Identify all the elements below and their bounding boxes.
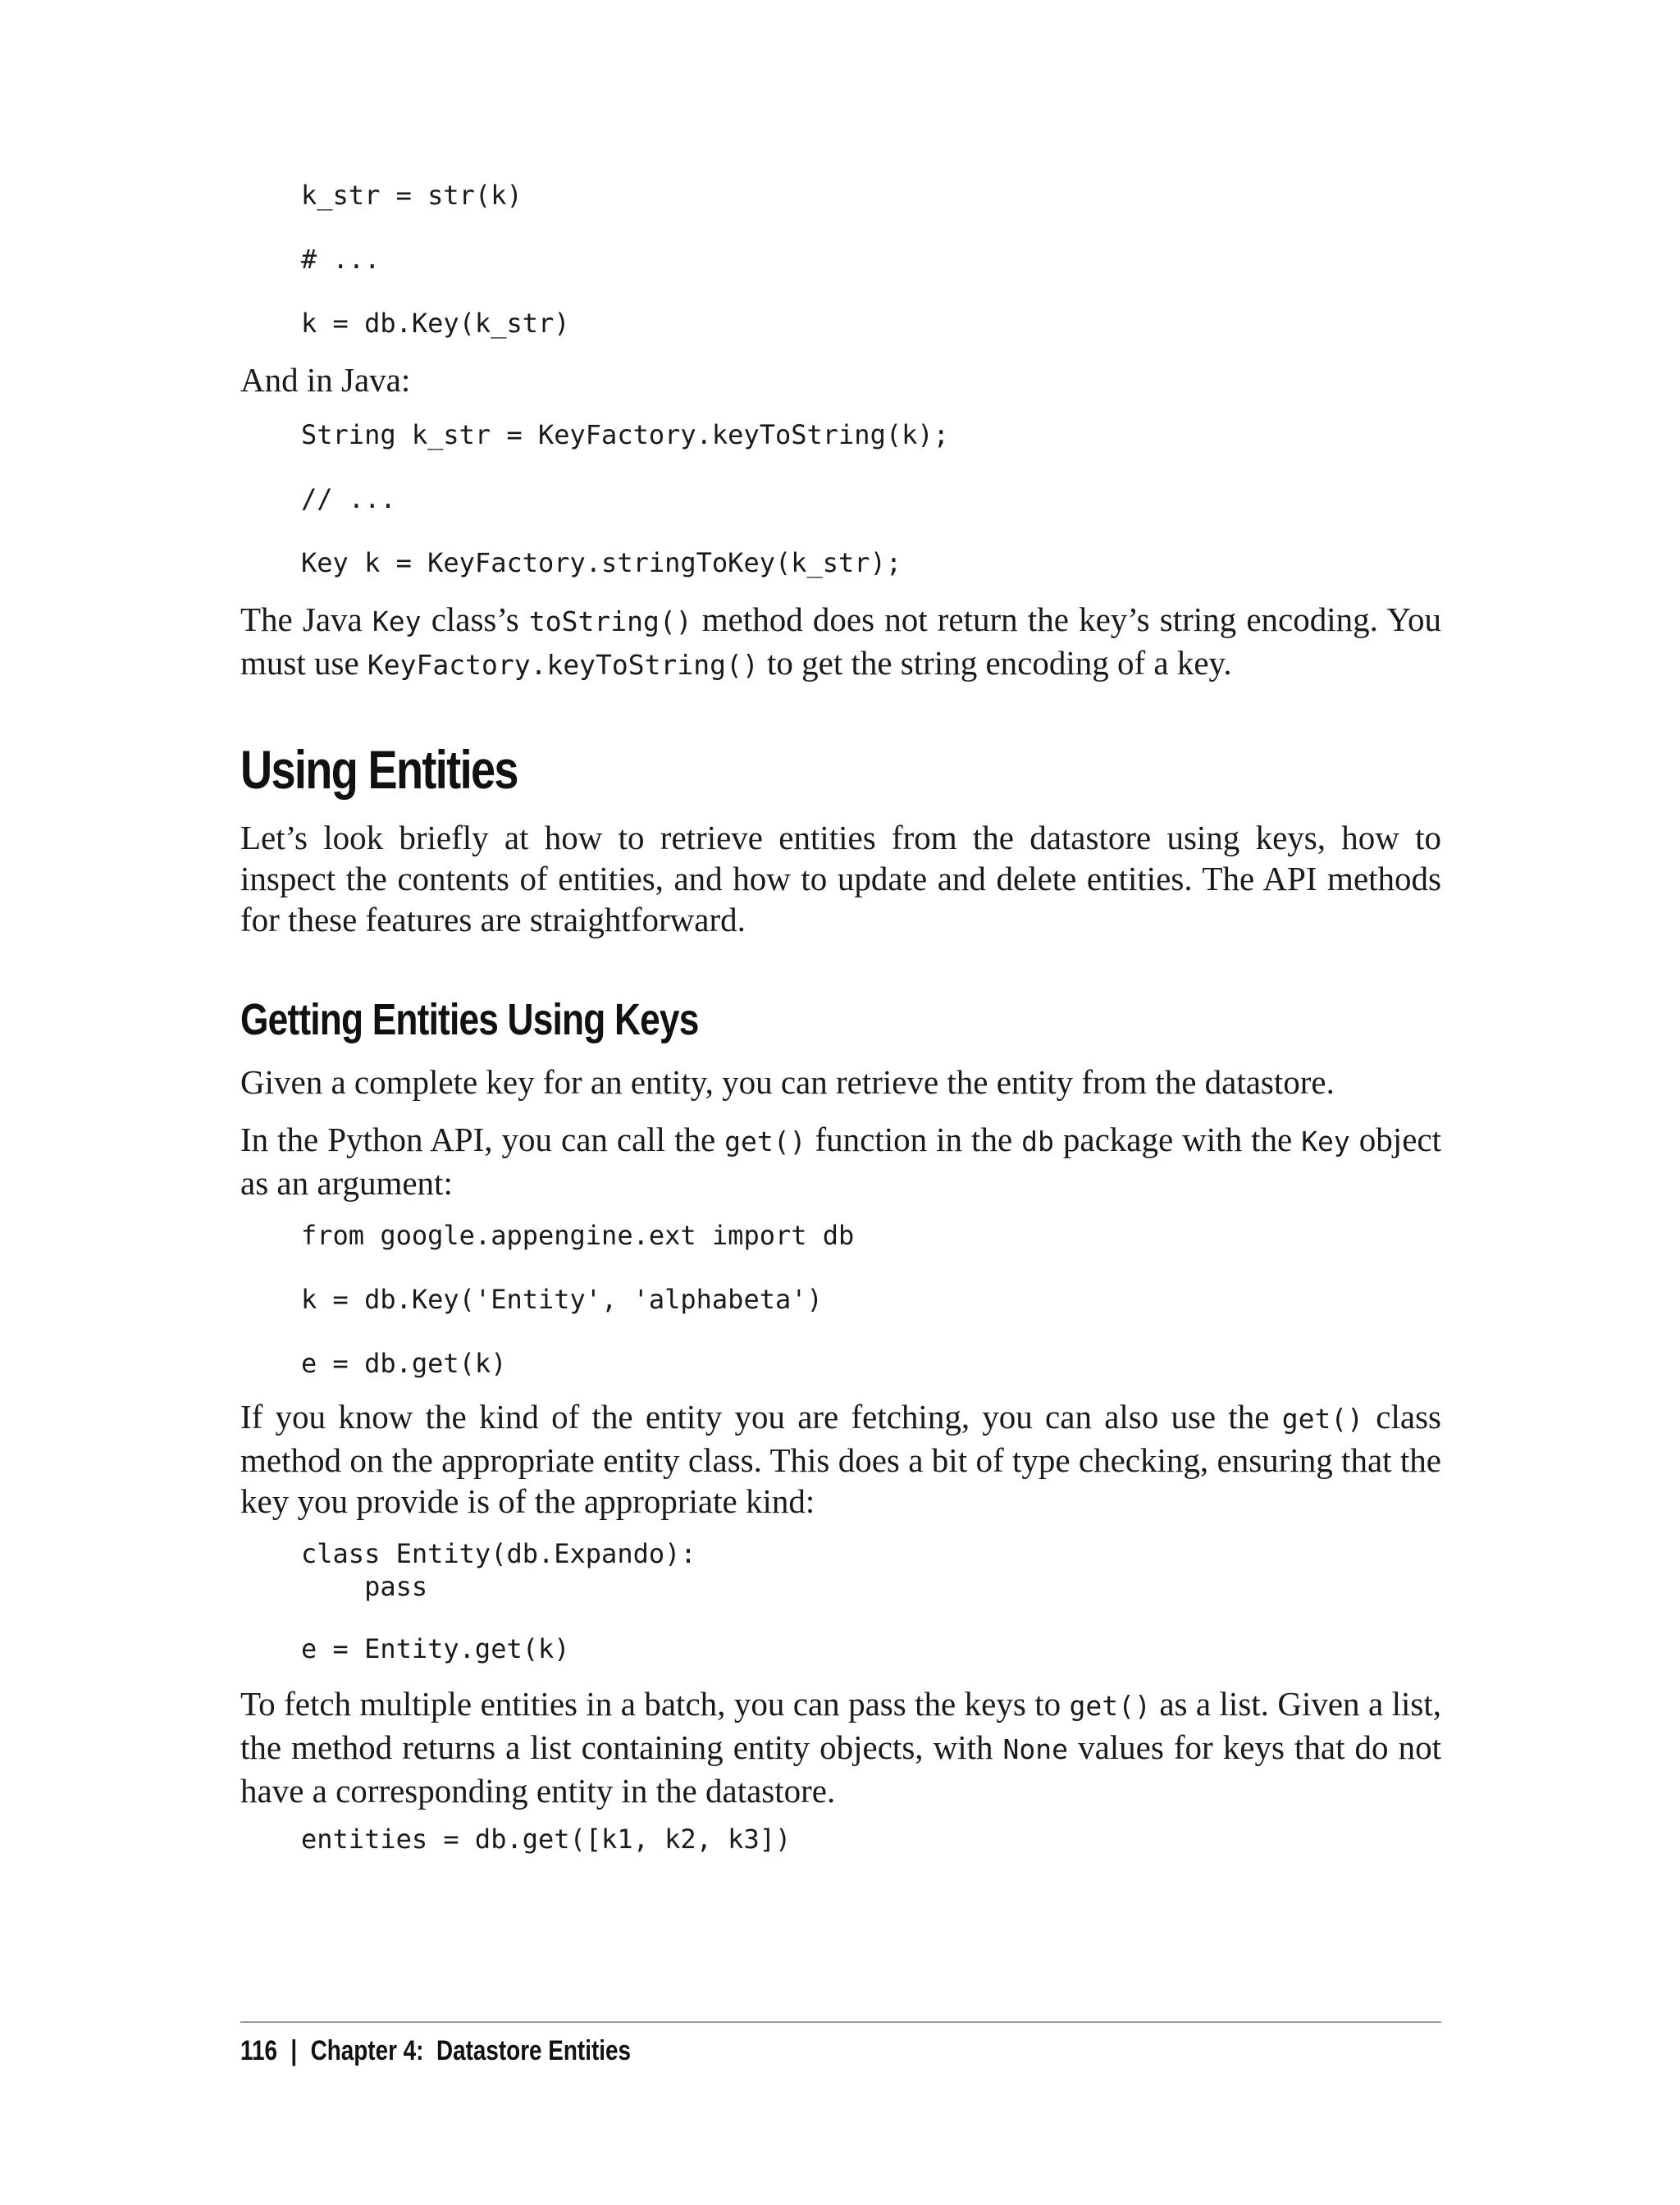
inline-code: None: [1002, 1733, 1069, 1765]
paragraph-java-intro: And in Java:: [240, 361, 411, 399]
paragraph-given: Given a complete key for an entity, you can retrieve the entity from the datastore.: [240, 1063, 1335, 1101]
footer-separator: |: [290, 2035, 298, 2066]
code-line: # ...: [301, 244, 381, 275]
paragraph-batch: To fetch multiple entities in a batch, you can pass the keys to get() as a list. Given a list, the method returns a list containing entity objects, with None values for keys that do not have a corresponding entity in the datastore.: [240, 1685, 1441, 1810]
inline-code: Key: [1301, 1125, 1350, 1157]
inline-code: KeyFactory.keyToString(): [367, 649, 759, 681]
section-heading: Using Entities: [240, 739, 518, 800]
inline-code: get(): [1069, 1690, 1151, 1722]
page-number: 116: [240, 2035, 277, 2066]
code-line: // ...: [301, 483, 396, 514]
code-line: String k_str = KeyFactory.keyToString(k);: [301, 419, 949, 450]
code-line: Key k = KeyFactory.stringToKey(k_str);: [301, 547, 902, 578]
footer-rule: [240, 2021, 1441, 2023]
paragraph-section-intro: Let’s look briefly at how to retrieve entities from the datastore using keys, how to inspect the contents of entities, and how to update and delete entities. The API methods for these features are straightforward.: [240, 819, 1441, 938]
code-line: e = Entity.get(k): [301, 1633, 570, 1664]
inline-code: db: [1021, 1125, 1054, 1157]
chapter-title: Chapter 4: Datastore Entities: [310, 2035, 632, 2066]
page-footer: [240, 2033, 631, 2069]
inline-code: get(): [724, 1125, 806, 1157]
code-line: pass: [301, 1571, 428, 1602]
inline-code: toString(): [528, 605, 692, 637]
code-line: k_str = str(k): [301, 180, 523, 211]
subsection-heading: Getting Entities Using Keys: [240, 995, 699, 1044]
paragraph-java-note: The Java Key class’s toString() method does not return the key’s string encoding. You must use KeyFactory.keyToString() to get the string encoding of a key.: [240, 600, 1442, 682]
code-line: k = db.Key('Entity', 'alphabeta'): [301, 1284, 823, 1315]
code-line: class Entity(db.Expando):: [301, 1538, 696, 1569]
code-line: from google.appengine.ext import db: [301, 1220, 855, 1251]
code-line: entities = db.get([k1, k2, k3]): [301, 1824, 792, 1855]
code-line: e = db.get(k): [301, 1348, 507, 1379]
paragraph-python-api: In the Python API, you can call the get() function in the db package with the Key object as an argument:: [240, 1121, 1441, 1202]
inline-code: get(): [1281, 1403, 1364, 1435]
paragraph-kind: If you know the kind of the entity you are fetching, you can also use the get() class method on the appropriate entity class. This does a bit of type checking, ensuring that the key you provide is of the appropriate kind:: [240, 1398, 1441, 1520]
inline-code: Key: [372, 605, 422, 637]
code-line: k = db.Key(k_str): [301, 308, 570, 339]
